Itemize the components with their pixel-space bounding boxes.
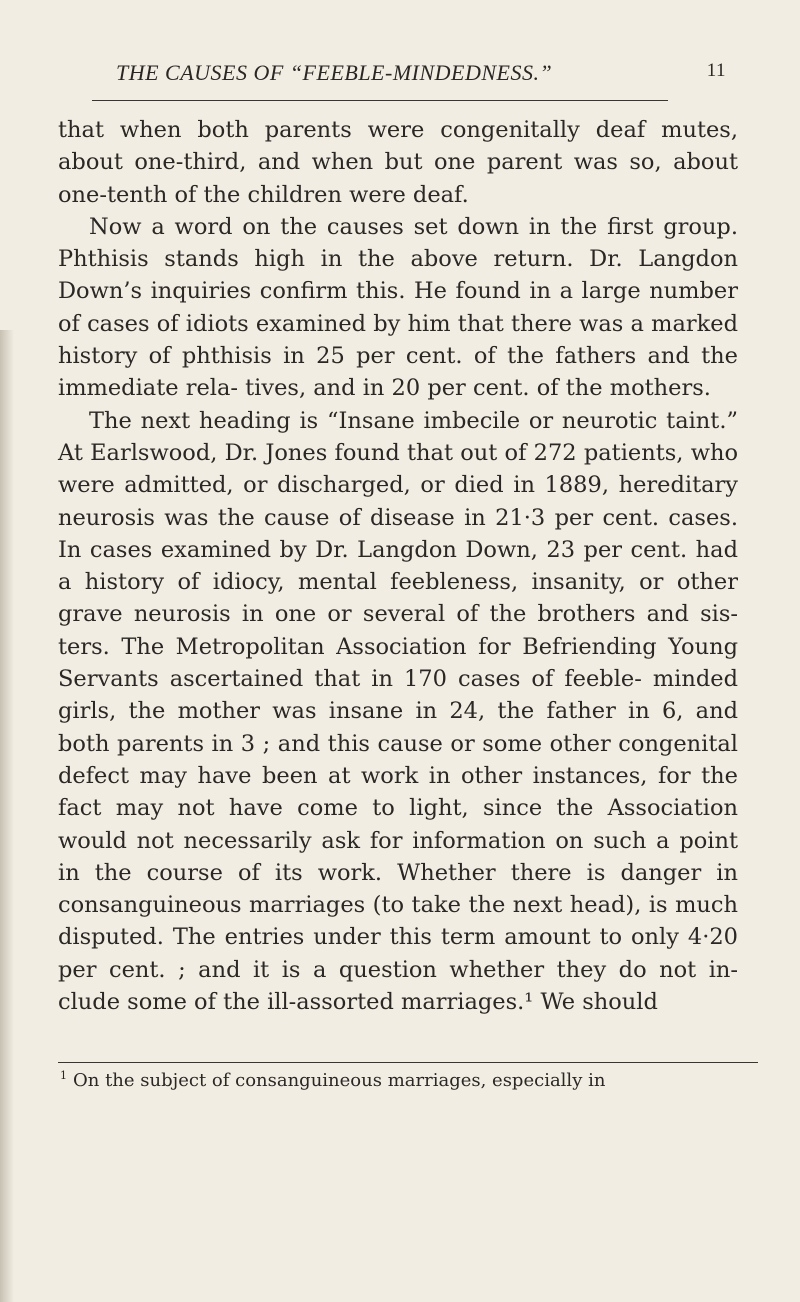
- footnote-marker: 1: [60, 1069, 67, 1082]
- running-head-title: THE CAUSES OF “FEEBLE-MINDEDNESS.”: [116, 60, 553, 85]
- paragraph-continuation: that when both parents were congenitally deaf mutes, about one-third, and when but one parent was so, about one-tenth of the children were deaf.: [58, 117, 738, 208]
- body-text: [58, 114, 738, 1018]
- footnote: [60, 1064, 740, 1093]
- header-rule: [92, 100, 668, 101]
- paragraph-phthisis: Now a word on the causes set down in the first group. Phthisis stands high in the above return. Dr. Langdon Down’s inquiries confirm this. He found in a large number of cases of idiots examined by him that there was a marked history of phthisis in 25 per cent. of the fathers and the immediate rela- tives, and in 20 per cent. of the mothers.: [58, 213, 738, 402]
- page-edge-shadow: [0, 330, 14, 1302]
- footnote-text: On the subject of consanguineous marriages, especially in: [73, 1070, 606, 1091]
- footnote-rule: [58, 1062, 758, 1063]
- page-number: 11: [706, 60, 726, 81]
- paragraph-neurotic-taint: The next heading is “Insane imbecile or neurotic taint.” At Earlswood, Dr. Jones found that out of 272 patients, who were admitted, or discharged, or died in 1889, hereditary neurosis was the cause of disease in 21·3 per cent. cases. In cases examined by Dr. Langdon Down, 23 per cent. had a history of idiocy, mental feebleness, insanity, or other grave neurosis in one or several of the brothers and sis- ters. The Metropolitan Association for Befriending Young Servants ascertained that in 170 cases of feeble- minded girls, the mother was insane in 24, the father in 6, and both parents in 3 ; and this cause or some other congenital defect may have been at work in other instances, for the fact may not have come to light, since the Association would not necessarily ask for information on such a point in the course of its work. Whether there is danger in consanguineous marriages (to take the next head), is much disputed. The entries under this term amount to only 4·20 per cent. ; and it is a question whether they do not in- clude some of the ill-assorted marriages.¹ We should: [58, 407, 738, 1016]
